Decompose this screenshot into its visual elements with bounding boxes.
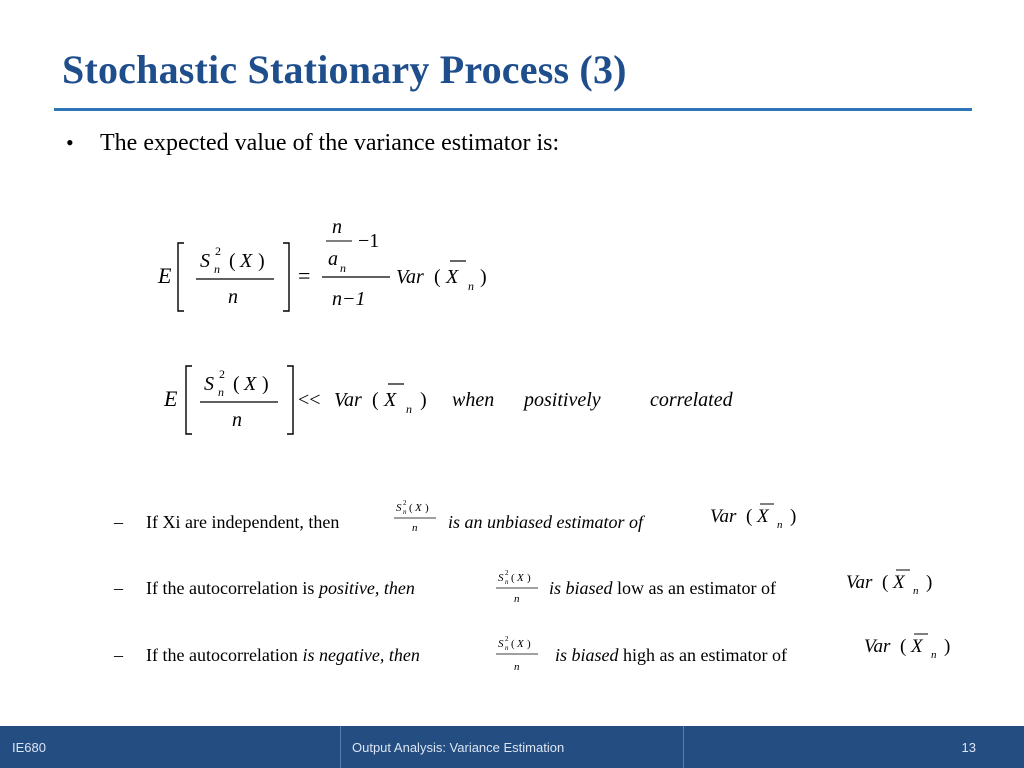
footer-course: IE680 [12, 740, 46, 755]
var2-rp: ) [926, 572, 933, 593]
eq1-right-bracket [283, 243, 289, 311]
mini2-lp: ( [511, 572, 515, 584]
eq1-lparen: ( [229, 250, 236, 272]
eq1-var-rparen: ) [480, 266, 487, 288]
sub-bullet-1-prefix: If Xi are independent, then [146, 512, 340, 532]
eq1-E: E [158, 263, 172, 288]
mini-fraction-1 [392, 496, 444, 536]
title-divider [54, 108, 972, 111]
var2-sub: n [913, 585, 919, 597]
mini3-sub: n [505, 644, 509, 652]
equation-expected-variance [150, 205, 530, 320]
var2-lp: ( [882, 572, 889, 593]
sub-bullet-1-suffix-wrap [448, 512, 643, 533]
var1-label: Var [710, 506, 737, 527]
sub-bullet-3-suffix: high as an estimator of [623, 645, 787, 665]
sub-bullet-dash: – [114, 645, 123, 665]
footer-topic: Output Analysis: Variance Estimation [352, 740, 565, 755]
var2-label: Var [846, 572, 873, 593]
eq2-sup-2: 2 [219, 367, 225, 381]
mini-fraction-3 [494, 632, 546, 676]
eq1-rparen: ) [258, 250, 265, 272]
sub-bullet-3-prefix: If the autocorrelation [146, 645, 298, 665]
eq1-sub-n: n [214, 262, 220, 276]
bullet-text: The expected value of the variance estimator is: [100, 130, 560, 156]
eq2-right-bracket [287, 366, 293, 434]
mini2-X: X [517, 572, 524, 584]
eq2-when: when [452, 389, 495, 411]
sub-bullet-2-italic2: is biased [549, 578, 613, 598]
eq1-left-bracket [178, 243, 184, 311]
var3-lp: ( [900, 636, 907, 657]
var1-lp: ( [746, 506, 753, 527]
eq1-inner-n: n [332, 216, 342, 238]
var2-X: X [893, 572, 905, 593]
var1-sub: n [777, 519, 783, 531]
eq2-denominator-n: n [232, 409, 242, 431]
footer-divider-left [340, 726, 341, 768]
footer-divider-right [683, 726, 684, 768]
eq2-left-bracket [186, 366, 192, 434]
eq1-var-lparen: ( [434, 266, 441, 288]
eq1-S: S [200, 250, 210, 272]
eq2-much-less: << [298, 389, 321, 411]
eq1-minus-one: −1 [358, 230, 380, 252]
eq2-lparen: ( [233, 373, 240, 395]
sub-bullet-2-suffix-wrap [549, 578, 776, 599]
var3-rp: ) [944, 636, 951, 657]
sub-bullet-2-suffix: low as an estimator of [617, 578, 776, 598]
eq1-denominator-n-minus-1: n−1 [332, 288, 366, 310]
var3-X: X [911, 636, 923, 657]
eq2-var-rparen: ) [420, 389, 427, 411]
var-xbar-2 [844, 566, 944, 600]
mini1-rp: ) [425, 502, 429, 514]
sub-bullet-dash: – [114, 512, 123, 532]
mini1-sub: n [403, 508, 407, 516]
mini3-S: S [498, 638, 504, 650]
sub-bullet-dash: – [114, 578, 123, 598]
eq1-denominator-n: n [228, 286, 238, 308]
eq2-E: E [164, 386, 178, 411]
slide-footer [0, 726, 1024, 768]
mini2-n: n [514, 593, 520, 605]
footer-page-number: 13 [961, 740, 976, 755]
mini3-sup: 2 [505, 635, 509, 643]
var3-sub: n [931, 649, 937, 661]
mini1-X: X [415, 502, 422, 514]
mini3-n: n [514, 661, 520, 673]
mini-fraction-2 [494, 566, 546, 608]
mini2-rp: ) [527, 572, 531, 584]
sub-bullet-2-italic1: positive, then [318, 578, 415, 598]
eq2-var-X: X [384, 389, 397, 411]
equation-positively-correlated [158, 358, 798, 443]
bullet-marker: • [66, 130, 74, 155]
mini1-n: n [412, 522, 418, 534]
eq2-S: S [204, 373, 214, 395]
eq1-a-sub-n: n [340, 261, 346, 275]
sub-bullet-1-suffix: is an unbiased estimator of [448, 512, 644, 532]
eq1-var-X: X [446, 266, 459, 288]
eq2-positively: positively [524, 389, 601, 411]
eq2-rparen: ) [262, 373, 269, 395]
sub-bullet-2-prefix: If the autocorrelation is [146, 578, 315, 598]
mini2-S: S [498, 572, 504, 584]
mini2-sub: n [505, 578, 509, 586]
eq1-a: a [328, 248, 338, 270]
eq1-equals: = [298, 263, 311, 288]
var-xbar-1 [708, 500, 808, 534]
eq2-var: Var [334, 389, 362, 411]
mini3-rp: ) [527, 638, 531, 650]
eq2-var-X-sub-n: n [406, 402, 412, 416]
var1-X: X [757, 506, 769, 527]
eq2-correlated: correlated [650, 389, 733, 411]
var1-rp: ) [790, 506, 797, 527]
mini1-sup: 2 [403, 499, 407, 507]
sub-bullet-3-italic2: is biased [555, 645, 619, 665]
eq1-X: X [240, 250, 253, 272]
mini1-S: S [396, 502, 402, 514]
eq1-var: Var [396, 266, 424, 288]
eq1-sup-2: 2 [215, 244, 221, 258]
eq1-var-X-sub-n: n [468, 279, 474, 293]
var-xbar-3 [862, 630, 962, 664]
eq2-sub-n: n [218, 385, 224, 399]
sub-bullet-3-italic1: is negative, then [302, 645, 420, 665]
sub-bullet-3-suffix-wrap [555, 645, 787, 666]
var3-label: Var [864, 636, 891, 657]
slide-title: Stochastic Stationary Process (3) [62, 47, 627, 92]
mini3-X: X [517, 638, 524, 650]
eq2-var-lparen: ( [372, 389, 379, 411]
mini3-lp: ( [511, 638, 515, 650]
eq2-X: X [244, 373, 257, 395]
mini2-sup: 2 [505, 569, 509, 577]
mini1-lp: ( [409, 502, 413, 514]
